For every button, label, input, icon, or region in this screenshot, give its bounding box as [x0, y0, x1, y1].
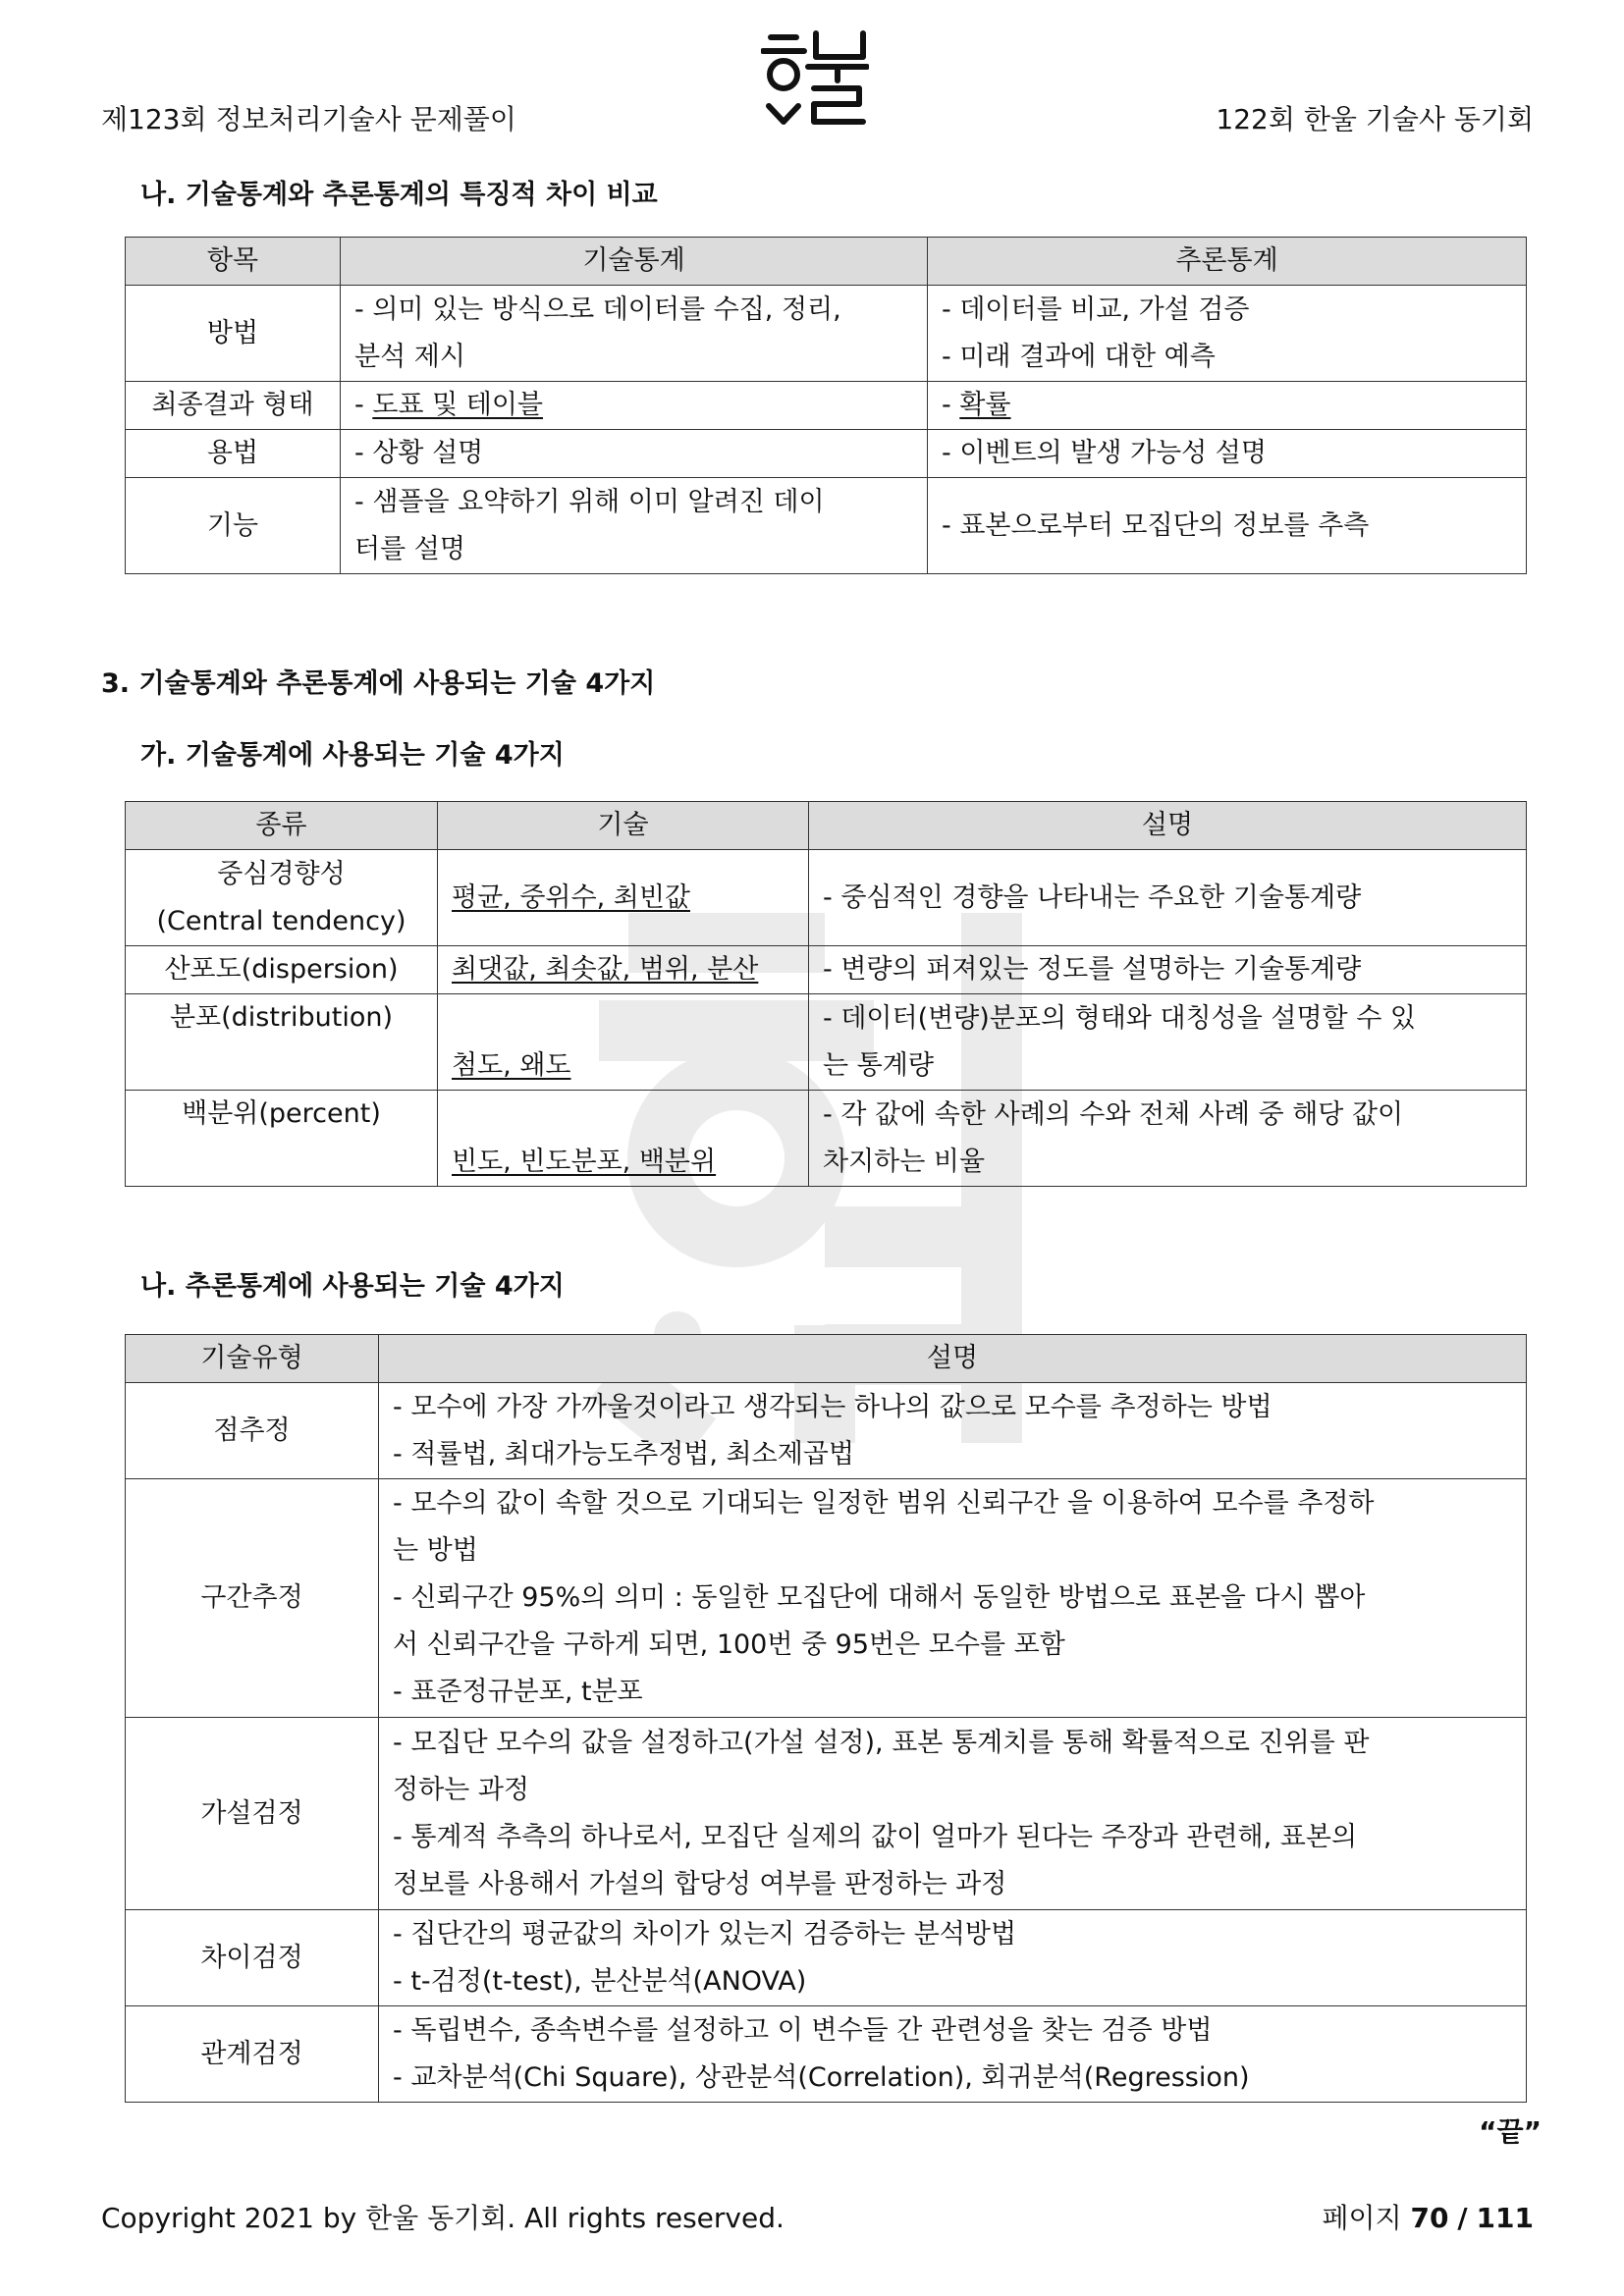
section-heading-inferential: 나. 추론통계에 사용되는 기술 4가지 — [140, 1271, 565, 1302]
description-cell: - 독립변수, 종속변수를 설정하고 이 변수들 간 관련성을 찾는 검증 방법 - 교차분석(Chi Square), 상관분석(Correlation), 회귀분석(Regression) — [379, 2006, 1527, 2103]
description-cell: - 모수의 값이 속할 것으로 기대되는 일정한 범위 신뢰구간 을 이용하여 모수를 추정하 는 방법 - 신뢰구간 95%의 의미 : 동일한 모집단에 대해서 동일한 방법으로 표본을 다시 뽑아 서 신뢰구간을 구하게 되면, 100번 중 95번은 모수를 포함 - 표준정규분포, t분포 — [379, 1479, 1527, 1718]
technique-cell: 첨도, 왜도 — [438, 994, 809, 1091]
descriptive-cell: - 상황 설명 — [341, 430, 928, 478]
row-label: 기능 — [126, 478, 341, 574]
description-cell: - 데이터(변량)분포의 형태와 대칭성을 설명할 수 있 는 통계량 — [809, 994, 1527, 1091]
column-header: 항목 — [126, 238, 341, 286]
table-row — [126, 1479, 1527, 1718]
descriptive-cell: - 의미 있는 방식으로 데이터를 수집, 정리, 분석 제시 — [341, 286, 928, 382]
column-header: 추론통계 — [928, 238, 1527, 286]
descriptive-techniques-table — [125, 801, 1527, 1187]
type-cell: 관계검정 — [126, 2006, 379, 2103]
descriptive-cell: - 도표 및 테이블 — [341, 382, 928, 430]
description-cell: - 변량의 퍼져있는 정도를 설명하는 기술통계량 — [809, 946, 1527, 994]
table-row — [126, 994, 1527, 1091]
page-separator: / — [1457, 2202, 1468, 2234]
technique-cell: 최댓값, 최솟값, 범위, 분산 — [438, 946, 809, 994]
technique-cell: 빈도, 빈도분포, 백분위 — [438, 1091, 809, 1187]
table-row — [126, 1383, 1527, 1479]
type-cell: 차이검정 — [126, 1910, 379, 2006]
inferential-cell: - 데이터를 비교, 가설 검증 - 미래 결과에 대한 예측 — [928, 286, 1527, 382]
hanul-logo — [761, 27, 869, 137]
description-cell: - 집단간의 평균값의 차이가 있는지 검증하는 분석방법 - t-검정(t-test), 분산분석(ANOVA) — [379, 1910, 1527, 2006]
column-header: 설명 — [809, 802, 1527, 850]
page-total: 111 — [1476, 2202, 1534, 2234]
column-header: 종류 — [126, 802, 438, 850]
kind-cell: 백분위(percent) — [126, 1091, 438, 1187]
description-cell: - 모수에 가장 가까울것이라고 생각되는 하나의 값으로 모수를 추정하는 방법 - 적률법, 최대가능도추정법, 최소제곱법 — [379, 1383, 1527, 1479]
row-label: 방법 — [126, 286, 341, 382]
table-row — [126, 478, 1527, 574]
type-cell: 가설검정 — [126, 1718, 379, 1910]
kind-cell: 중심경향성 (Central tendency) — [126, 850, 438, 946]
page-label: 페이지 — [1322, 2202, 1402, 2234]
description-cell: - 중심적인 경향을 나타내는 주요한 기술통계량 — [809, 850, 1527, 946]
inferential-cell: - 표본으로부터 모집단의 정보를 추측 — [928, 478, 1527, 574]
table-row — [126, 1091, 1527, 1187]
comparison-table — [125, 237, 1527, 574]
kind-cell: 분포(distribution) — [126, 994, 438, 1091]
table-header-row — [126, 802, 1527, 850]
end-mark: “끝” — [1479, 2115, 1542, 2148]
type-cell: 구간추정 — [126, 1479, 379, 1718]
technique-cell: 평균, 중위수, 최빈값 — [438, 850, 809, 946]
section-heading-descriptive: 가. 기술통계에 사용되는 기술 4가지 — [140, 740, 565, 771]
table-row — [126, 286, 1527, 382]
table-header-row — [126, 238, 1527, 286]
column-header: 기술통계 — [341, 238, 928, 286]
column-header: 기술유형 — [126, 1335, 379, 1383]
table-row — [126, 2006, 1527, 2103]
section-heading-comparison: 나. 기술통계와 추론통계의 특징적 차이 비교 — [140, 180, 658, 210]
header-title-left: 제123회 정보처리기술사 문제풀이 — [101, 103, 516, 135]
table-row — [126, 946, 1527, 994]
table-row — [126, 1910, 1527, 2006]
inferential-cell: - 이벤트의 발생 가능성 설명 — [928, 430, 1527, 478]
column-header: 설명 — [379, 1335, 1527, 1383]
table-row — [126, 1718, 1527, 1910]
row-label: 용법 — [126, 430, 341, 478]
table-row — [126, 850, 1527, 946]
header-title-right: 122회 한울 기술사 동기회 — [1216, 103, 1534, 135]
section-heading-techniques: 3. 기술통계와 추론통계에 사용되는 기술 4가지 — [101, 668, 656, 699]
column-header: 기술 — [438, 802, 809, 850]
table-header-row — [126, 1335, 1527, 1383]
table-row — [126, 382, 1527, 430]
descriptive-cell: - 샘플을 요약하기 위해 이미 알려진 데이 터를 설명 — [341, 478, 928, 574]
row-label: 최종결과 형태 — [126, 382, 341, 430]
inferential-techniques-table — [125, 1334, 1527, 2103]
footer-copyright: Copyright 2021 by 한울 동기회. All rights reserved. — [101, 2202, 785, 2234]
kind-cell: 산포도(dispersion) — [126, 946, 438, 994]
description-cell: - 모집단 모수의 값을 설정하고(가설 설정), 표본 통계치를 통해 확률적으로 진위를 판 정하는 과정 - 통계적 추측의 하나로서, 모집단 실제의 값이 얼마가 된다는 주장과 관련해, 표본의 정보를 사용해서 가설의 합당성 여부를 판정하는 과정 — [379, 1718, 1527, 1910]
page-current: 70 — [1410, 2202, 1449, 2234]
type-cell: 점추정 — [126, 1383, 379, 1479]
table-row — [126, 430, 1527, 478]
inferential-cell: - 확률 — [928, 382, 1527, 430]
page-indicator — [1322, 2197, 1534, 2236]
description-cell: - 각 값에 속한 사례의 수와 전체 사례 중 해당 값이 차지하는 비율 — [809, 1091, 1527, 1187]
